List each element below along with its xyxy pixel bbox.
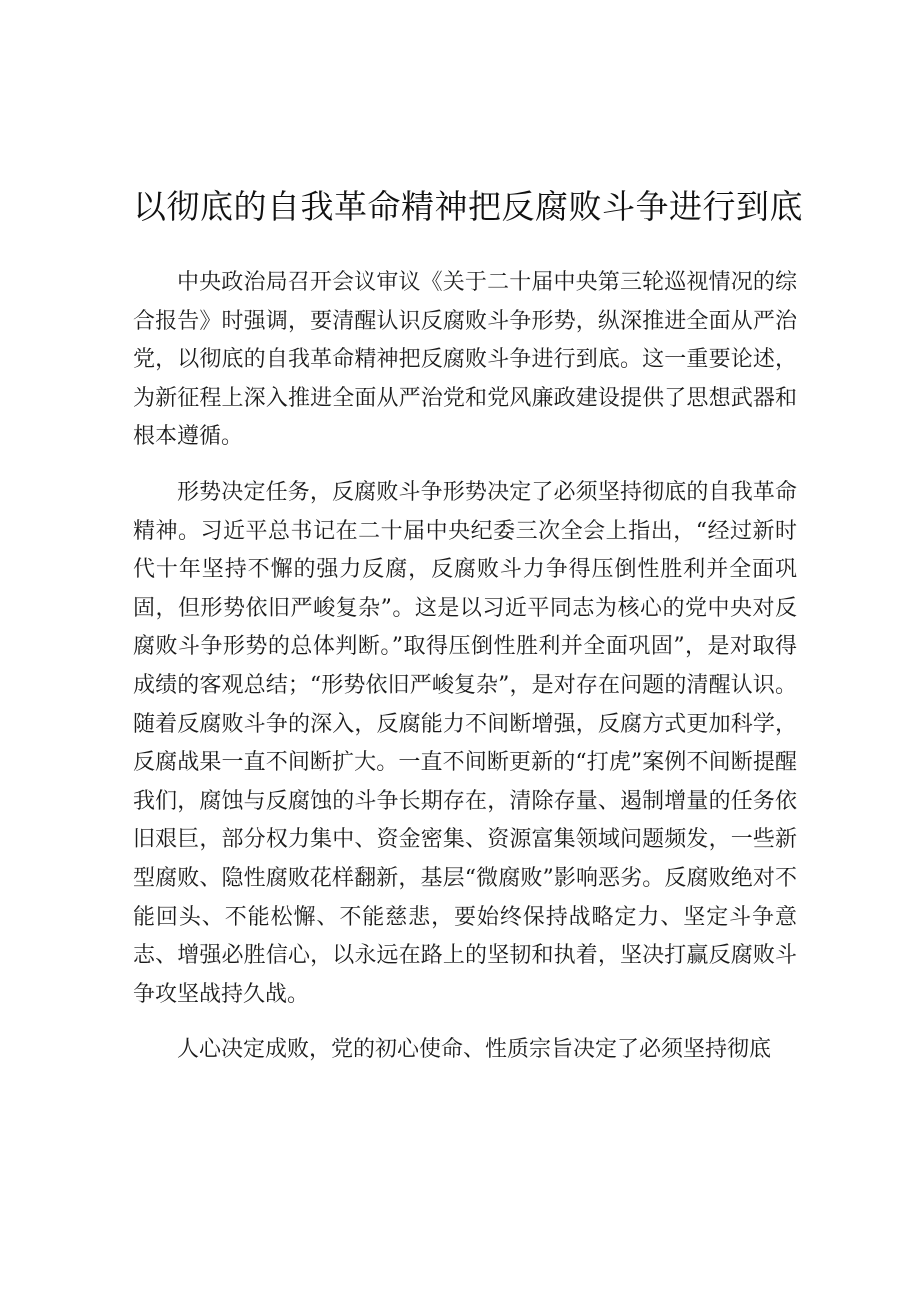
paragraph-3: 人心决定成败，党的初心使命、性质宗旨决定了必须坚持彻底 (177, 1037, 772, 1063)
paragraph-1: 中央政治局召开会议审议《关于二十届中央第三轮巡视情况的综合报告》时强调，要清醒认识反腐败斗争形势，纵深推进全面从严治党，以彻底的自我革命精神把反腐败斗争进行到底。这一重要论述，为新征程上深入推进全面从严治党和党风廉政建设提供了思想武器和根本遵循。 (133, 270, 797, 450)
document-body (133, 264, 797, 1087)
paragraph-2: 形势决定任务，反腐败斗争形势决定了必须坚持彻底的自我革命精神。习近平总书记在二十届中央纪委三次全会上指出，“经过新时代十年坚持不懈的强力反腐，反腐败斗力争得压倒性胜利并全面巩固，但形势依旧严峻复杂”。这是以习近平同志为核心的党中央对反腐败斗争形势的总体判断。”取得压倒性胜利并全面巩固”，是对取得成绩的客观总结；“形势依旧严峻复杂”，是对存在问题的清醒认识。随着反腐败斗争的深入，反腐能力不间断增强，反腐方式更加科学，反腐战果一直不间断扩大。一直不间断更新的“打虎”案例不间断提醒我们，腐蚀与反腐蚀的斗争长期存在，清除存量、遏制增量的任务依旧艰巨，部分权力集中、资金密集、资源富集领域问题频发，一些新型腐败、隐性腐败花样翻新，基层“微腐败”影响恶劣。反腐败绝对不能回头、不能松懈、不能慈悲，要始终保持战略定力、坚定斗争意志、增强必胜信心，以永远在路上的坚韧和执着，坚决打赢反腐败斗争攻坚战持久战。 (133, 479, 797, 1007)
document-title: 以彻底的自我革命精神把反腐败斗争进行到底 (133, 187, 803, 226)
